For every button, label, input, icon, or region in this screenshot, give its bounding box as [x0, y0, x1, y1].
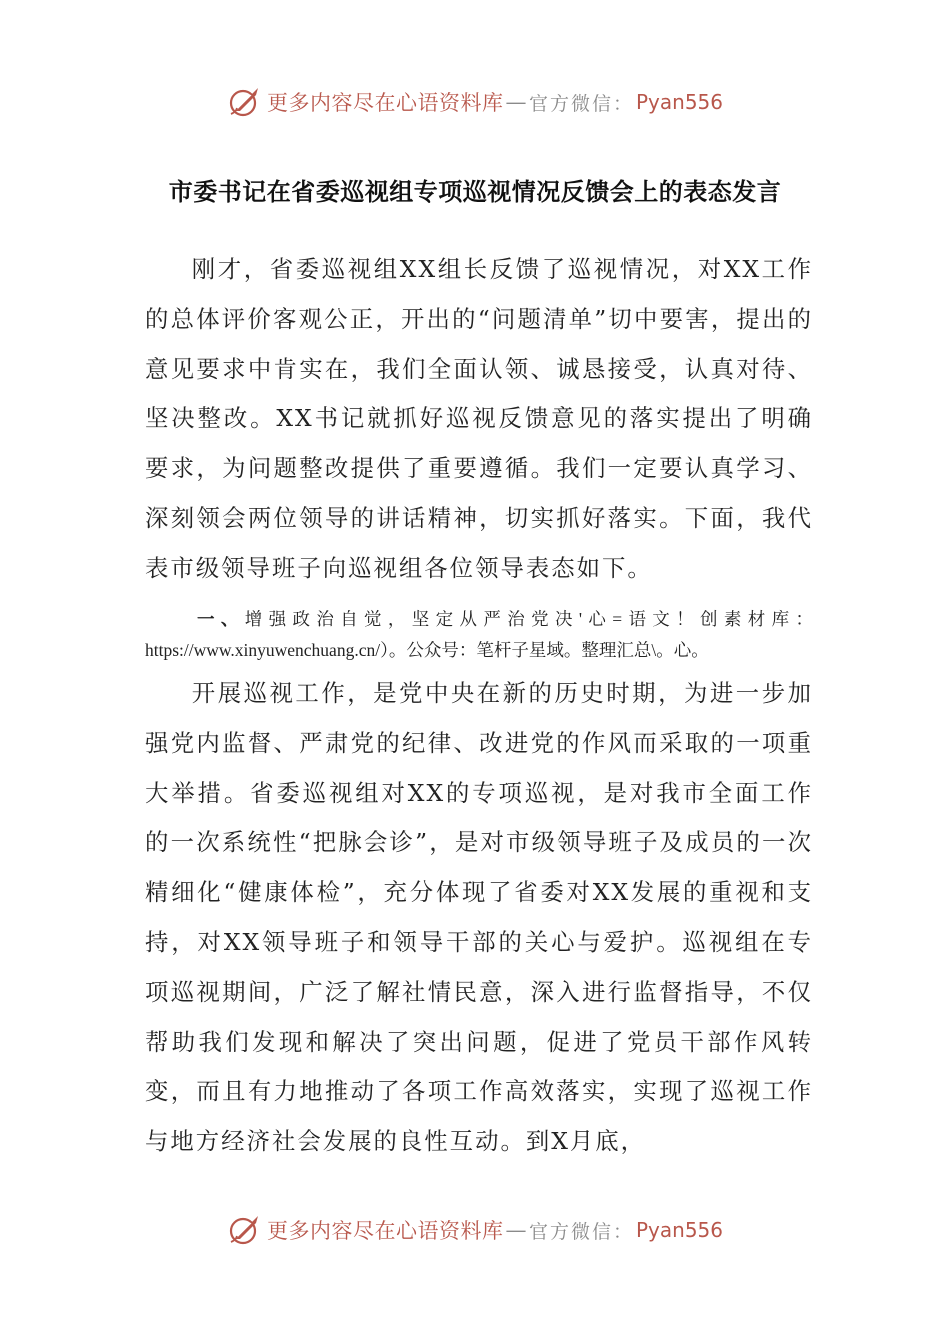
banner-account: Pyan556 [636, 90, 724, 114]
banner-brand-text: 更多内容尽在心语资料库 [266, 1219, 504, 1243]
banner-dash: — [505, 90, 527, 114]
document-title: 市委书记在省委巡视组专项巡视情况反馈会上的表态发言 [168, 178, 782, 206]
footer-banner [0, 1208, 950, 1252]
banner-dash: — [505, 1218, 527, 1242]
banner-wechat-label: 官方微信： [528, 1220, 634, 1243]
paragraph-2-text: 开展巡视工作，是党中央在新的历史时期，为进一步加强党内监督、严肃党的纪律、改进党的作风而采取的一项重大举措。省委巡视组对XX的专项巡视，是对我市全面工作的一次系统性“把脉会诊”，是对市级领导班子及成员的一次精细化“健康体检”，充分体现了省委对XX发展的重视和支持，对XX领导班子和领导干部的关心与爱护。巡视组在专项巡视期间，广泛了解社情民意，深入进行监督指导，不仅帮助我们发现和解决了突出问题，促进了党员干部作风转变，而且有力地推动了各项工作高效落实，实现了巡视工作与地方经济社会发展的良性互动。到X月底， [145, 679, 813, 1156]
paragraph-body [145, 669, 813, 1167]
header-banner [0, 80, 950, 124]
banner-brand-text: 更多内容尽在心语资料库 [266, 91, 504, 115]
section-1-text: 增强政治自觉，坚定从严治党决'心=语文！创素材库：https://www.xinyuwenchuang.cn/）。公众号：笔杆子星域。整理汇总\。心。 [145, 609, 813, 660]
section-1-heading [145, 604, 813, 666]
quill-pen-logo-icon [227, 1212, 263, 1248]
paragraph-intro [145, 245, 813, 594]
banner-wechat-label: 官方微信： [528, 92, 634, 115]
banner-account: Pyan556 [636, 1218, 724, 1242]
quill-pen-logo-icon [227, 84, 263, 120]
paragraph-1-text: 刚才，省委巡视组XX组长反馈了巡视情况，对XX工作的总体评价客观公正，开出的“问题清单”切中要害，提出的意见要求中肯实在，我们全面认领、诚恳接受，认真对待、坚决整改。XX书记就抓好巡视反馈意见的落实提出了明确要求，为问题整改提供了重要遵循。我们一定要认真学习、深刻领会两位领导的讲话精神，切实抓好落实。下面，我代表市级领导班子向巡视组各位领导表态如下。 [145, 255, 813, 582]
section-1-number: 一、 [197, 609, 245, 629]
